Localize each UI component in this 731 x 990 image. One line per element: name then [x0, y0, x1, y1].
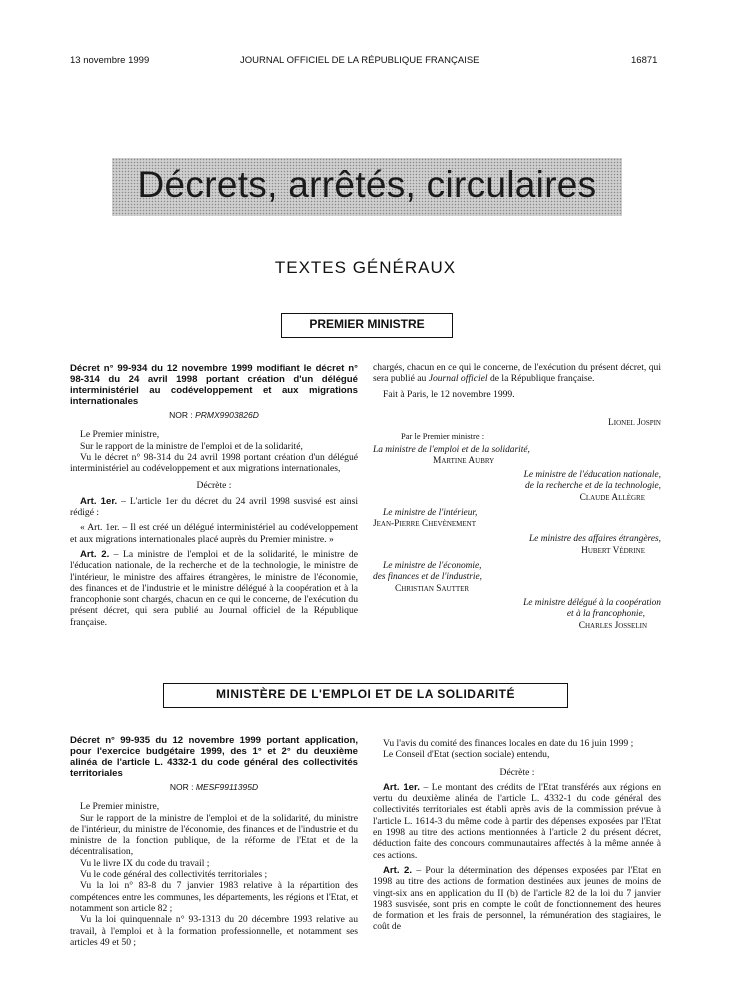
article-2-continued: chargés, chacun en ce qui le concerne, de l'exécution du présent décret, qui sera publié au Journal officiel de la République française. — [373, 362, 661, 385]
paragraph: Sur le rapport de la ministre de l'emploi et de la solidarité, — [80, 440, 303, 452]
signatures-block — [373, 418, 661, 643]
paragraph: Vu le décret n° 98-314 du 24 avril 1998 portant création d'un délégué interministériel au codéveloppement et aux migrations internationales, — [70, 451, 358, 475]
decree-99-935-right-column — [373, 738, 661, 981]
header-date: 13 novembre 1999 — [70, 55, 150, 66]
signatory-name: Hubert Védrine — [581, 546, 645, 556]
paragraph: Le Premier ministre, — [80, 801, 160, 813]
article-1-quote: « Art. 1er. – Il est créé un délégué interministériel au codéveloppement et aux migrations internationales placé auprès du Premier ministre. » — [70, 522, 358, 545]
signatory-title: de la recherche et de la technologie, — [525, 481, 661, 491]
decree-99-934-right-column — [373, 362, 661, 400]
decree-99-934-left-column — [70, 363, 359, 628]
signatory-name: Martine Aubry — [433, 456, 495, 466]
signatory-title: Le ministre des affaires étrangères, — [528, 534, 661, 544]
section-subtitle: TEXTES GÉNÉRAUX — [274, 258, 457, 277]
signatory-title: Le ministre de l'éducation nationale, — [523, 470, 661, 480]
paragraph: Vu le livre IX du code du travail ; — [80, 857, 210, 869]
signature-prime-minister: Lionel Jospin — [608, 418, 661, 428]
article-2: Art. 2. – La ministre de l'emploi et de la solidarité, le ministre de l'éducation nationale, de la recherche et de la technologie, le ministre de l'intérieur, le ministre des affaires étrangères, le ministre de l'économie, des finances et de l'industrie et le ministre délégué à la coopération et à la francophonie sont chargés, chacun en ce qui le concerne, de l'exécution du présent décret, qui sera publié au Journal officiel de la République française. — [70, 548, 358, 628]
signatory-title: Le ministre de l'économie, — [383, 561, 482, 571]
nor-reference: NOR : PRMX9903826D — [169, 410, 259, 420]
ministry-heading-premier-ministre: PREMIER MINISTRE — [281, 313, 453, 338]
article-1: Art. 1er. – Le montant des crédits de l'Etat transférés aux régions en vertu du deuxième alinéa de l'article L. 4332-1 du code général des collectivités territoriales est établi après avis de la commission prévue à l'article L. 1614-3 du même code à partir des dépenses exposées par l'Etat en 1998 au titre des actions mentionnées à l'article 2 du présent décret, déduction faite des concours communautaires affectés à la même année à ces actions. — [373, 781, 662, 861]
decree-title: Décret n° 99-934 du 12 novembre 1999 modifiant le décret n° 98-314 du 24 avril 1998 portant création d'un délégué interministériel au codéveloppement et aux migrations internationales — [70, 363, 358, 407]
paragraph: Vu le code général des collectivités territoriales ; — [80, 869, 268, 881]
header-journal-title: JOURNAL OFFICIEL DE LA RÉPUBLIQUE FRANÇAISE — [240, 55, 480, 66]
decree-title: Décret n° 99-935 du 12 novembre 1999 portant application, pour l'exercice budgétaire 1999, des 1° et 2° du deuxième alinéa de l'article L. 4332-1 du code général des collectivités territoriales — [70, 735, 358, 779]
paragraph: Vu l'avis du comité des finances locales en date du 16 juin 1999 ; — [383, 738, 634, 749]
done-at-paris: Fait à Paris, le 12 novembre 1999. — [383, 388, 515, 400]
paragraph: Le Premier ministre, — [80, 429, 160, 441]
signatory-title: Le ministre délégué à la coopération — [523, 598, 661, 608]
paragraph: Le Conseil d'Etat (section sociale) entendu, — [383, 749, 550, 761]
header-page-number: 16871 — [631, 55, 658, 66]
signatory-title: Le ministre de l'intérieur, — [383, 508, 478, 518]
ministry-heading-emploi-solidarite: MINISTÈRE DE L'EMPLOI ET DE LA SOLIDARITÉ — [163, 683, 568, 708]
signatory-title: La ministre de l'emploi et de la solidarité, — [373, 445, 530, 455]
paragraph: Vu la loi quinquennale n° 93-1313 du 20 décembre 1993 relative au travail, à l'emploi et à la formation professionnelle, et notamment ses articles 49 et 50 ; — [70, 914, 358, 948]
decrete-label: Décrète : — [499, 766, 535, 778]
par-le-premier-ministre: Par le Premier ministre : — [401, 431, 485, 441]
article-1: Art. 1er. – L'article 1er du décret du 24 avril 1998 susvisé est ainsi rédigé : — [70, 495, 359, 519]
nor-reference: NOR : MESF9911395D — [169, 782, 259, 792]
decree-99-935-left-column — [70, 735, 358, 980]
signatory-title: des finances et de l'industrie, — [373, 572, 483, 582]
paragraph: Vu la loi n° 83-8 du 7 janvier 1983 relative à la répartition des compétences entre les communes, les départements, les régions et l'Etat, et notamment son article 82 ; — [70, 880, 358, 914]
signatory-name: Christian Sautter — [395, 584, 470, 594]
paragraph: Sur le rapport de la ministre de l'emploi et de la solidarité, du ministre de l'intérieur, du ministre de l'économie, des finances et de l'industrie et du ministre de la fonction publique, de la réforme de l'Etat et de la décentralisation, — [70, 812, 358, 858]
article-2: Art. 2. – Pour la détermination des dépenses exposées par l'Etat en 1998 au titre des actions de formation destinées aux jeunes de moins de vingt-six ans en application du II (b) de l'article 82 de la loi du 7 janvier 1983 susvisée, sont pris en compte le coût de fonctionnement des heures de formation et les frais de personnel, la rémunération des stagiaires, le coût de — [373, 864, 661, 933]
signatory-name: Claude Allègre — [579, 493, 645, 503]
banner-title: Décrets, arrêtés, circulaires — [137, 164, 597, 205]
signatory-name: Charles Josselin — [578, 621, 647, 631]
signatory-name: Jean-Pierre Chevènement — [373, 519, 477, 529]
signatory-title: et à la francophonie, — [566, 609, 645, 619]
decrete-label: Décrète : — [196, 480, 232, 492]
